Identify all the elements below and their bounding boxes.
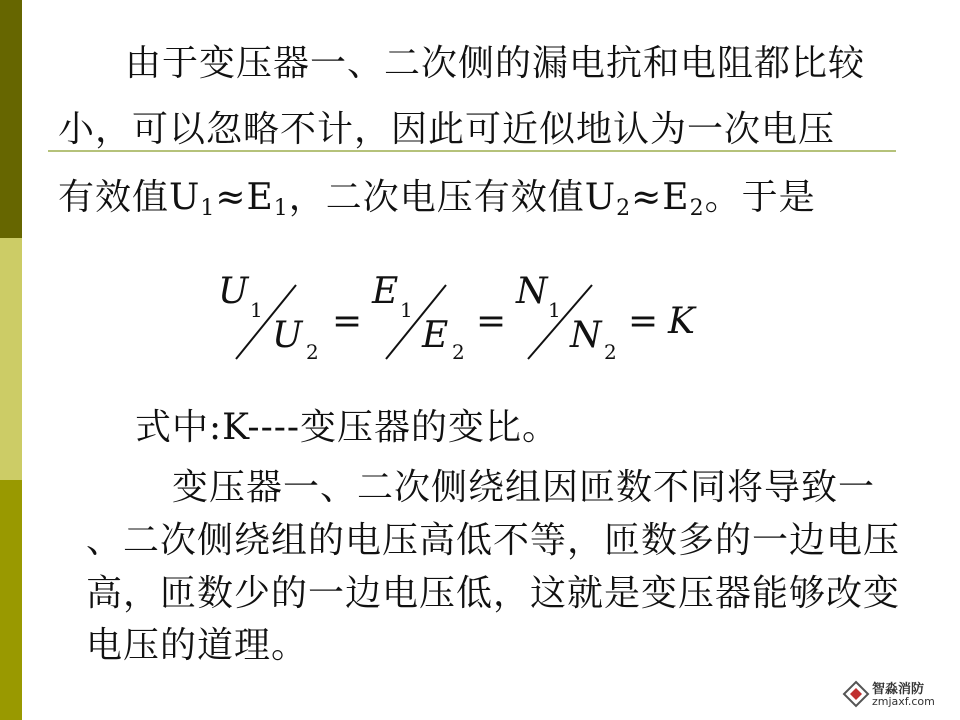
left-bar-bottom — [0, 480, 22, 720]
formula-sub: 2 — [604, 340, 617, 364]
paragraph2-line5: 电压的道理。 — [86, 625, 309, 666]
watermark — [842, 678, 942, 712]
paragraph2-line3: 、二次侧绕组的电压高低不等，匝数多的一边电压 — [86, 520, 901, 561]
formula-sub: 1 — [250, 298, 263, 322]
subscript: 2 — [616, 196, 632, 221]
formula-e-numerator: E — [372, 271, 399, 312]
formula-sub: 1 — [548, 298, 561, 322]
equals-sign: = — [332, 301, 363, 342]
formula-sub: 2 — [452, 340, 465, 364]
formula-e-denominator: E — [422, 315, 449, 356]
ratio-formula — [200, 255, 760, 380]
formula-u-numerator: U — [218, 271, 249, 312]
paragraph1-line3 — [58, 177, 816, 221]
subscript: 1 — [273, 196, 289, 221]
paragraph1-line1: 由于变压器一、二次侧的漏电抗和电阻都比较 — [125, 43, 866, 84]
watermark-name: 智淼消防 — [872, 682, 925, 697]
formula-n-numerator: N — [516, 271, 548, 312]
left-bar-middle — [0, 238, 22, 480]
text: ≈E — [215, 177, 274, 218]
equals-sign: = — [628, 301, 659, 342]
formula-n-denominator: N — [570, 315, 602, 356]
text: 有效值U — [58, 177, 201, 218]
watermark-site: zmjaxf.com — [872, 695, 935, 708]
subscript: 2 — [689, 196, 705, 221]
formula-svg — [200, 255, 760, 380]
paragraph2-line2: 变压器一、二次侧绕组因匝数不同将导致一 — [172, 467, 876, 508]
paragraph2-line1: 式中:K----变压器的变比。 — [135, 407, 560, 448]
equals-sign: = — [476, 301, 507, 342]
formula-u-denominator: U — [272, 315, 303, 356]
text: 。于是 — [704, 177, 816, 218]
formula-sub: 2 — [306, 340, 319, 364]
paragraph2-line4: 高，匝数少的一边电压低，这就是变压器能够改变 — [86, 573, 901, 614]
diamond-logo-icon — [842, 680, 870, 708]
formula-k: K — [668, 301, 695, 342]
left-bar-top — [0, 0, 22, 238]
text: ，二次电压有效值U — [288, 177, 617, 218]
horizontal-rule — [48, 150, 896, 152]
paragraph1-line2: 小，可以忽略不计，因此可近似地认为一次电压 — [58, 109, 836, 150]
subscript: 1 — [200, 196, 216, 221]
text: ≈E — [631, 177, 690, 218]
formula-sub: 1 — [400, 298, 413, 322]
